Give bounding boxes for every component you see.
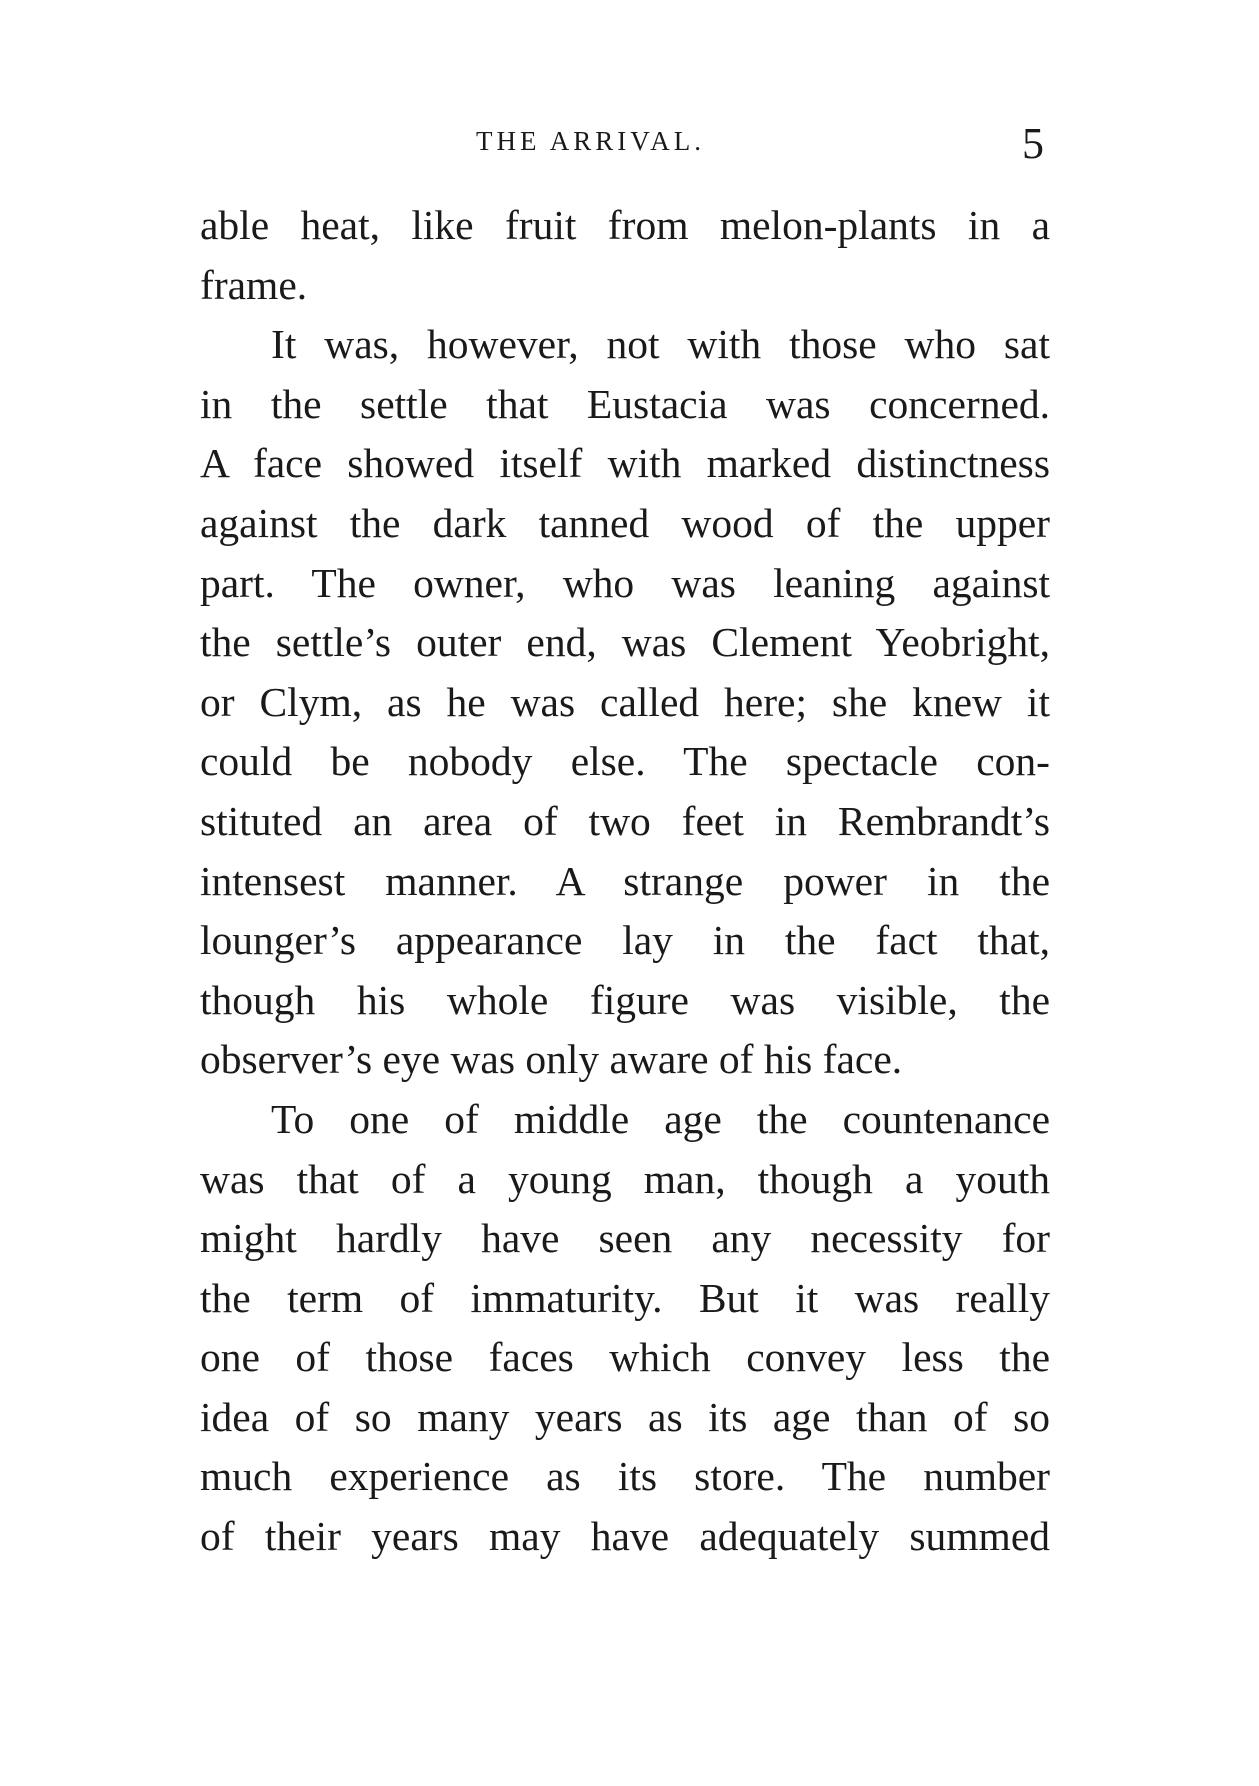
text-line: much experience as its store. The number <box>200 1453 1050 1500</box>
text-line: of their years may have adequately summed <box>200 1513 1050 1560</box>
text-line: intensest manner. A strange power in the <box>200 857 1050 904</box>
paragraph-start-line: It was, however, not with those who sat <box>271 321 1050 368</box>
text-line: able heat, like fruit from melon-plants in a <box>200 202 1050 248</box>
text-line: A face showed itself with marked distinctness <box>200 440 1050 487</box>
running-header <box>0 118 1259 168</box>
text-line: though his whole figure was visible, the <box>200 976 1050 1023</box>
text-line: lounger’s appearance lay in the fact that, <box>200 917 1050 964</box>
text-line: the term of immaturity. But it was really <box>200 1274 1050 1321</box>
text-line: or Clym, as he was called here; she knew it <box>200 678 1050 725</box>
text-line: was that of a young man, though a youth <box>200 1155 1050 1202</box>
body-text <box>200 196 1050 1567</box>
running-title: THE ARRIVAL. <box>476 126 706 156</box>
text-line: observer’s eye was only aware of his face. <box>200 1036 903 1083</box>
text-line: frame. <box>200 261 308 308</box>
text-line: might hardly have seen any necessity for <box>200 1215 1050 1262</box>
text-line: the settle’s outer end, was Clement Yeobright, <box>200 619 1050 666</box>
text-line: idea of so many years as its age than of so <box>200 1393 1050 1440</box>
paragraph-start-line: To one of middle age the countenance <box>271 1095 1050 1142</box>
text-line: against the dark tanned wood of the upper <box>200 499 1050 546</box>
text-line: in the settle that Eustacia was concerned. <box>200 380 1050 427</box>
page-number: 5 <box>1022 119 1044 168</box>
text-line: part. The owner, who was leaning against <box>200 559 1050 606</box>
text-line: stituted an area of two feet in Rembrandt’s <box>200 797 1050 844</box>
text-line: could be nobody else. The spectacle con- <box>200 738 1050 785</box>
text-line: one of those faces which convey less the <box>200 1334 1050 1381</box>
